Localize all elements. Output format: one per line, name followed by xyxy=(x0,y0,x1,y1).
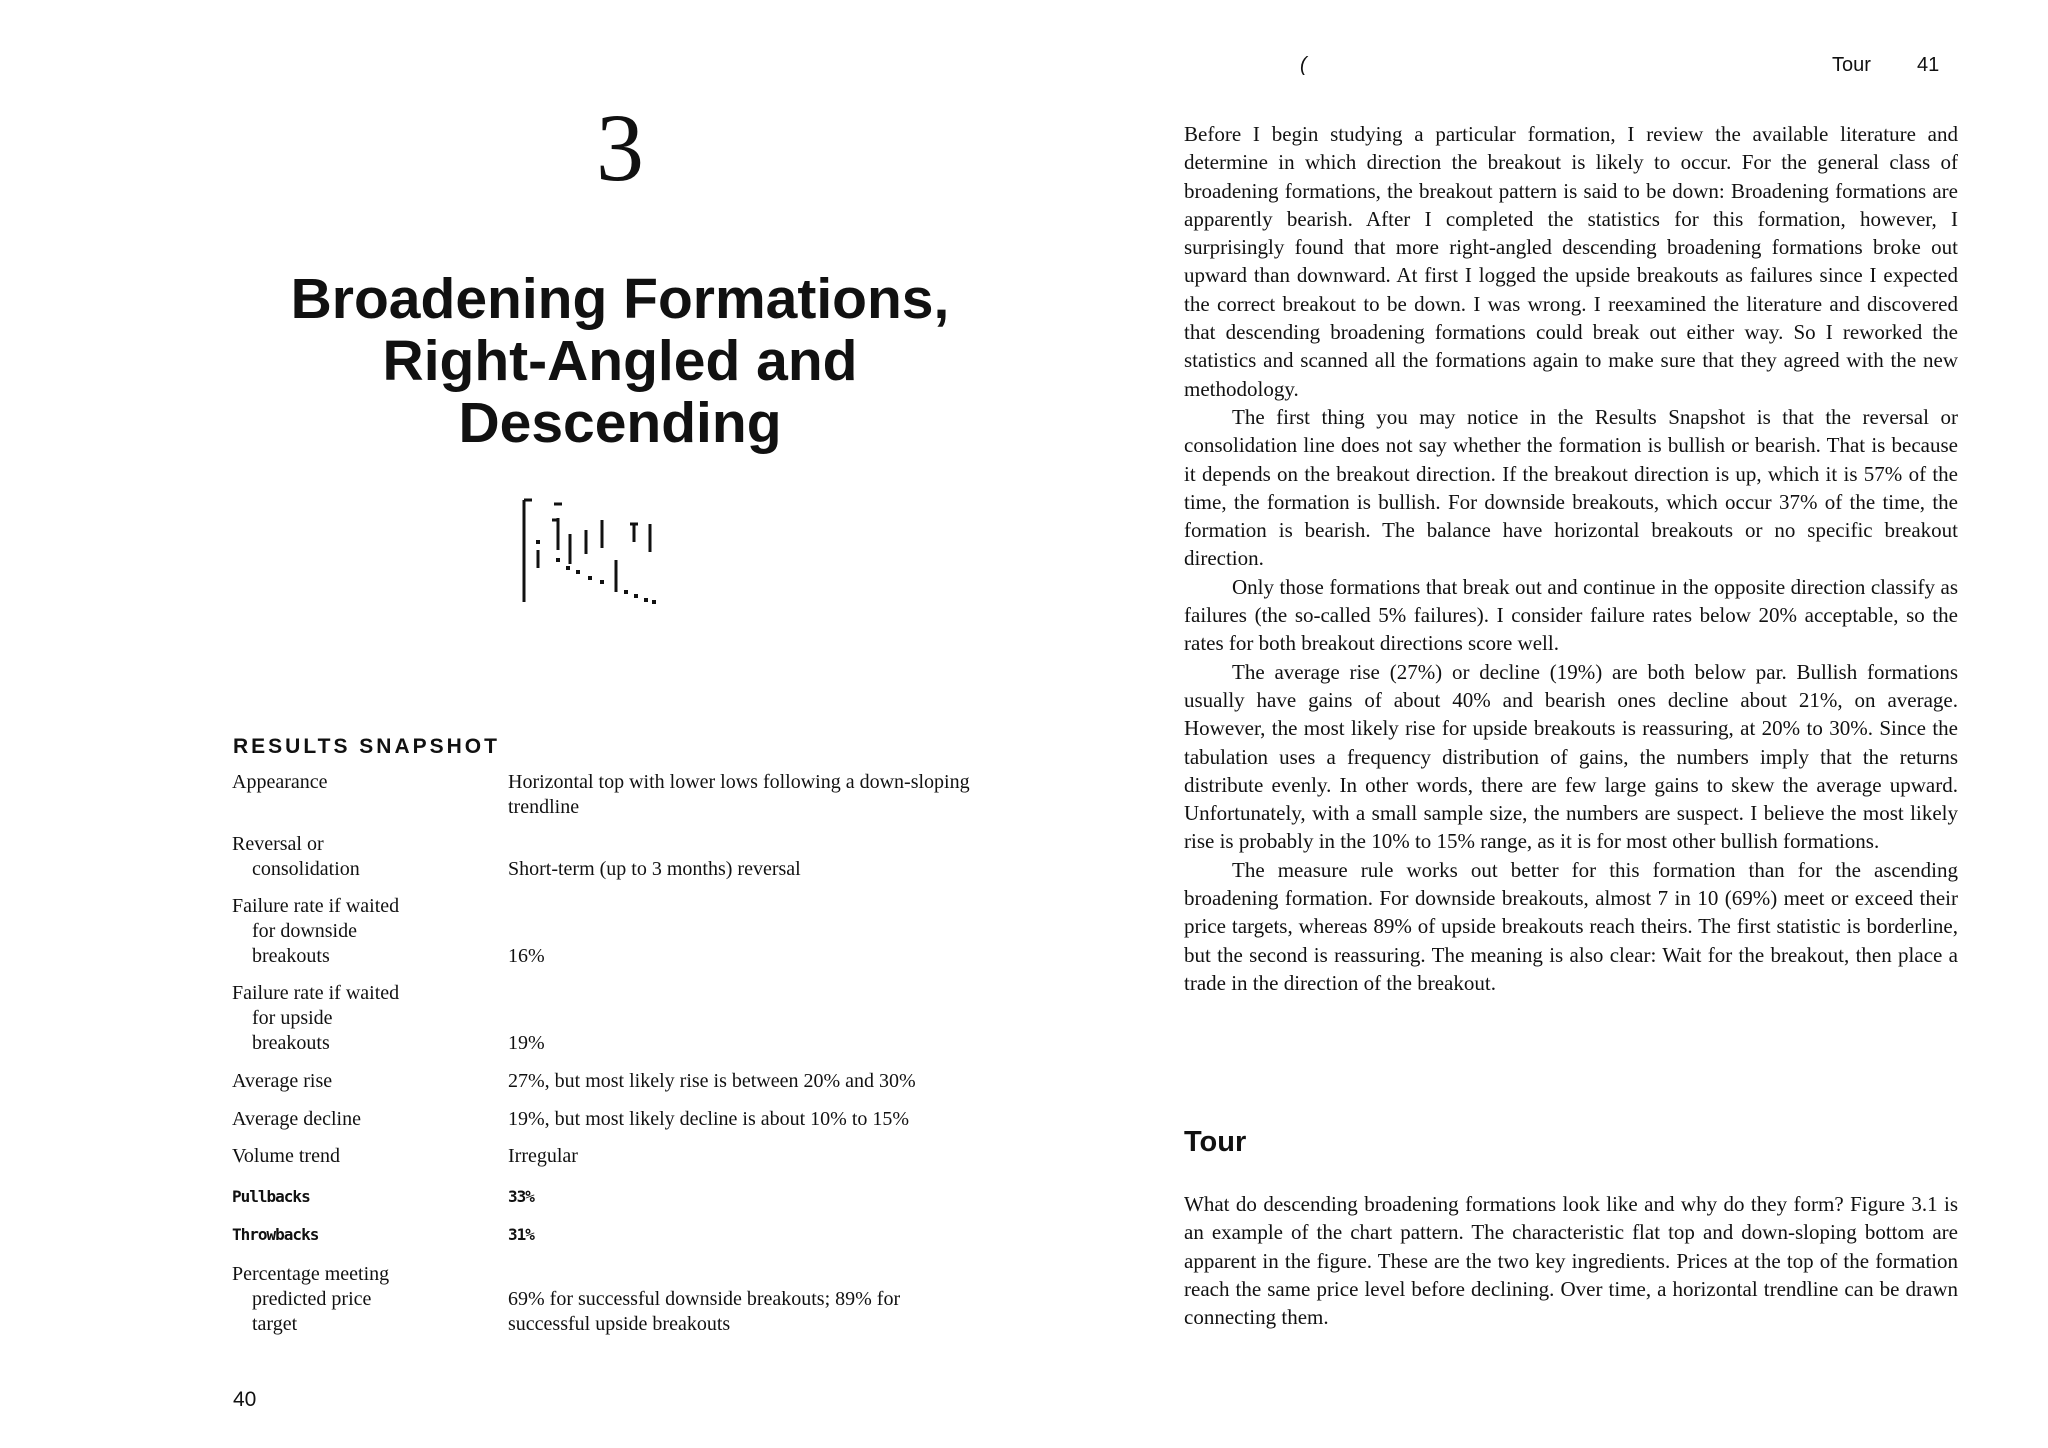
snapshot-label xyxy=(232,1069,482,1094)
chapter-title-line: Broadening Formations, xyxy=(290,267,950,331)
snapshot-value: 33% xyxy=(508,1187,534,1206)
snapshot-label-line: Failure rate if waited xyxy=(232,895,400,917)
right-page xyxy=(1024,0,2048,1448)
snapshot-value: 19%, but most likely decline is about 10% to 15% xyxy=(508,1108,910,1130)
snapshot-label-line: for downside xyxy=(252,920,357,942)
snapshot-value: 69% for successful downside breakouts; 89% for successful upside breakouts xyxy=(508,1288,901,1335)
snapshot-label-line: Average rise xyxy=(232,1070,333,1092)
snapshot-label-line: breakouts xyxy=(252,945,330,967)
snapshot-value: Short-term (up to 3 months) reversal xyxy=(508,858,801,880)
snapshot-label xyxy=(232,770,482,795)
snapshot-label-line: Pullbacks xyxy=(232,1187,310,1206)
running-head-title: Tour xyxy=(1832,54,1871,76)
results-snapshot-heading: RESULTS SNAPSHOT xyxy=(233,735,500,758)
chapter-title-line: Right-Angled and xyxy=(382,329,858,393)
snapshot-label-line: Failure rate if waited xyxy=(232,982,400,1004)
snapshot-label xyxy=(232,1222,482,1247)
snapshot-label xyxy=(232,1107,482,1132)
snapshot-value: 19% xyxy=(508,1032,545,1054)
snapshot-label xyxy=(232,981,482,1056)
pattern-sketch-icon xyxy=(516,490,696,610)
snapshot-value: 27%, but most likely rise is between 20% and 30% xyxy=(508,1070,916,1092)
snapshot-label-line: target xyxy=(252,1313,298,1335)
body-text xyxy=(1184,120,1958,997)
snapshot-label xyxy=(232,1184,482,1209)
running-head-mark: ( xyxy=(1300,54,1307,76)
chapter-title xyxy=(200,268,1040,454)
snapshot-label-line: Reversal or xyxy=(232,833,324,855)
chapter-number: 3 xyxy=(596,94,644,201)
body-paragraph: The measure rule works out better for this formation than for the ascending broadening formation. For downside breakouts, almost 7 in 10 (69%) meet or exceed their price targets, whereas 89% of upside breakouts reach theirs. The first statistic is borderline, but the second is reassuring. The meaning is also clear: Wait for the breakout, then place a trade in the direction of the breakout. xyxy=(1184,857,1958,995)
snapshot-label-line: Percentage meeting xyxy=(232,1263,390,1285)
body-paragraph: The first thing you may notice in the Results Snapshot is that the reversal or consolidation line does not say whether the formation is bullish or bearish. That is because it depends on the breakout direction. If the breakout direction is up, which it is 57% of the time, the formation is bullish. For downside breakouts, which occur 37% of the time, the formation is bearish. The balance have horizontal breakouts or no specific breakout direction. xyxy=(1184,404,1958,571)
chapter-title-line: Descending xyxy=(458,391,782,455)
snapshot-label-line: consolidation xyxy=(252,858,360,880)
snapshot-label-line: Appearance xyxy=(232,771,328,793)
snapshot-label-line: predicted price xyxy=(252,1288,372,1310)
snapshot-label-line: Throwbacks xyxy=(232,1225,319,1244)
snapshot-value: Irregular xyxy=(508,1145,578,1167)
snapshot-value: 16% xyxy=(508,945,545,967)
snapshot-label-line: breakouts xyxy=(252,1032,330,1054)
snapshot-label xyxy=(232,894,482,969)
body-paragraph: Before I begin studying a particular formation, I review the available literature and determine in which direction the breakout is likely to occur. For the general class of broadening formations, the breakout pattern is said to be down: Broadening formations are apparently bearish. After I completed the statistics for this formation, however, I surprisingly found that more right-angled descending broadening formations broke out upward than downward. At first I logged the upside breakouts as failures since I expected the correct breakout to be down. I was wrong. I reexamined the literature and discovered that descending broadening formations could break out either way. So I reworked the statistics and scanned all the formations again to make sure that they agreed with the new methodology. xyxy=(1184,122,1958,401)
snapshot-label xyxy=(232,1262,482,1337)
snapshot-value: Horizontal top with lower lows following a down-sloping trendline xyxy=(508,771,970,818)
snapshot-label xyxy=(232,1144,482,1169)
snapshot-value: 31% xyxy=(508,1225,534,1244)
snapshot-label-line: Average decline xyxy=(232,1108,361,1130)
snapshot-label xyxy=(232,832,482,882)
page-number: 40 xyxy=(233,1388,257,1411)
section-paragraph: What do descending broadening formations look like and why do they form? Figure 3.1 is an example of the chart pattern. The characteristic flat top and down-sloping bottom are apparent in the figure. These are the two key ingredients. Prices at the top of the formation reach the same price level before declining. Over time, a horizontal trendline can be drawn connecting them. xyxy=(1184,1192,1958,1330)
body-paragraph: Only those formations that break out and continue in the opposite direction classify as failures (the so-called 5% failures). I consider failure rates below 20% acceptable, so the rates for both breakout directions score well. xyxy=(1184,574,1958,656)
section-heading-tour: Tour xyxy=(1184,1126,1247,1158)
snapshot-label-line: for upside xyxy=(252,1007,333,1029)
snapshot-label-line: Volume trend xyxy=(232,1145,340,1167)
body-paragraph: The average rise (27%) or decline (19%) are both below par. Bullish formations usually have gains of about 40% and bearish ones decline about 21%, on average. However, the most likely rise for upside breakouts is reassuring, at 20% to 30%. Since the tabulation uses a frequency distribution of gains, the numbers imply that the returns distribute evenly. In other words, there are few large gains to skew the average upward. Unfortunately, with a small sample size, the numbers are suspect. I believe the most likely rise is probably in the 10% to 15% range, as it is for most other bullish formations. xyxy=(1184,659,1958,854)
page-number: 41 xyxy=(1917,54,1940,76)
